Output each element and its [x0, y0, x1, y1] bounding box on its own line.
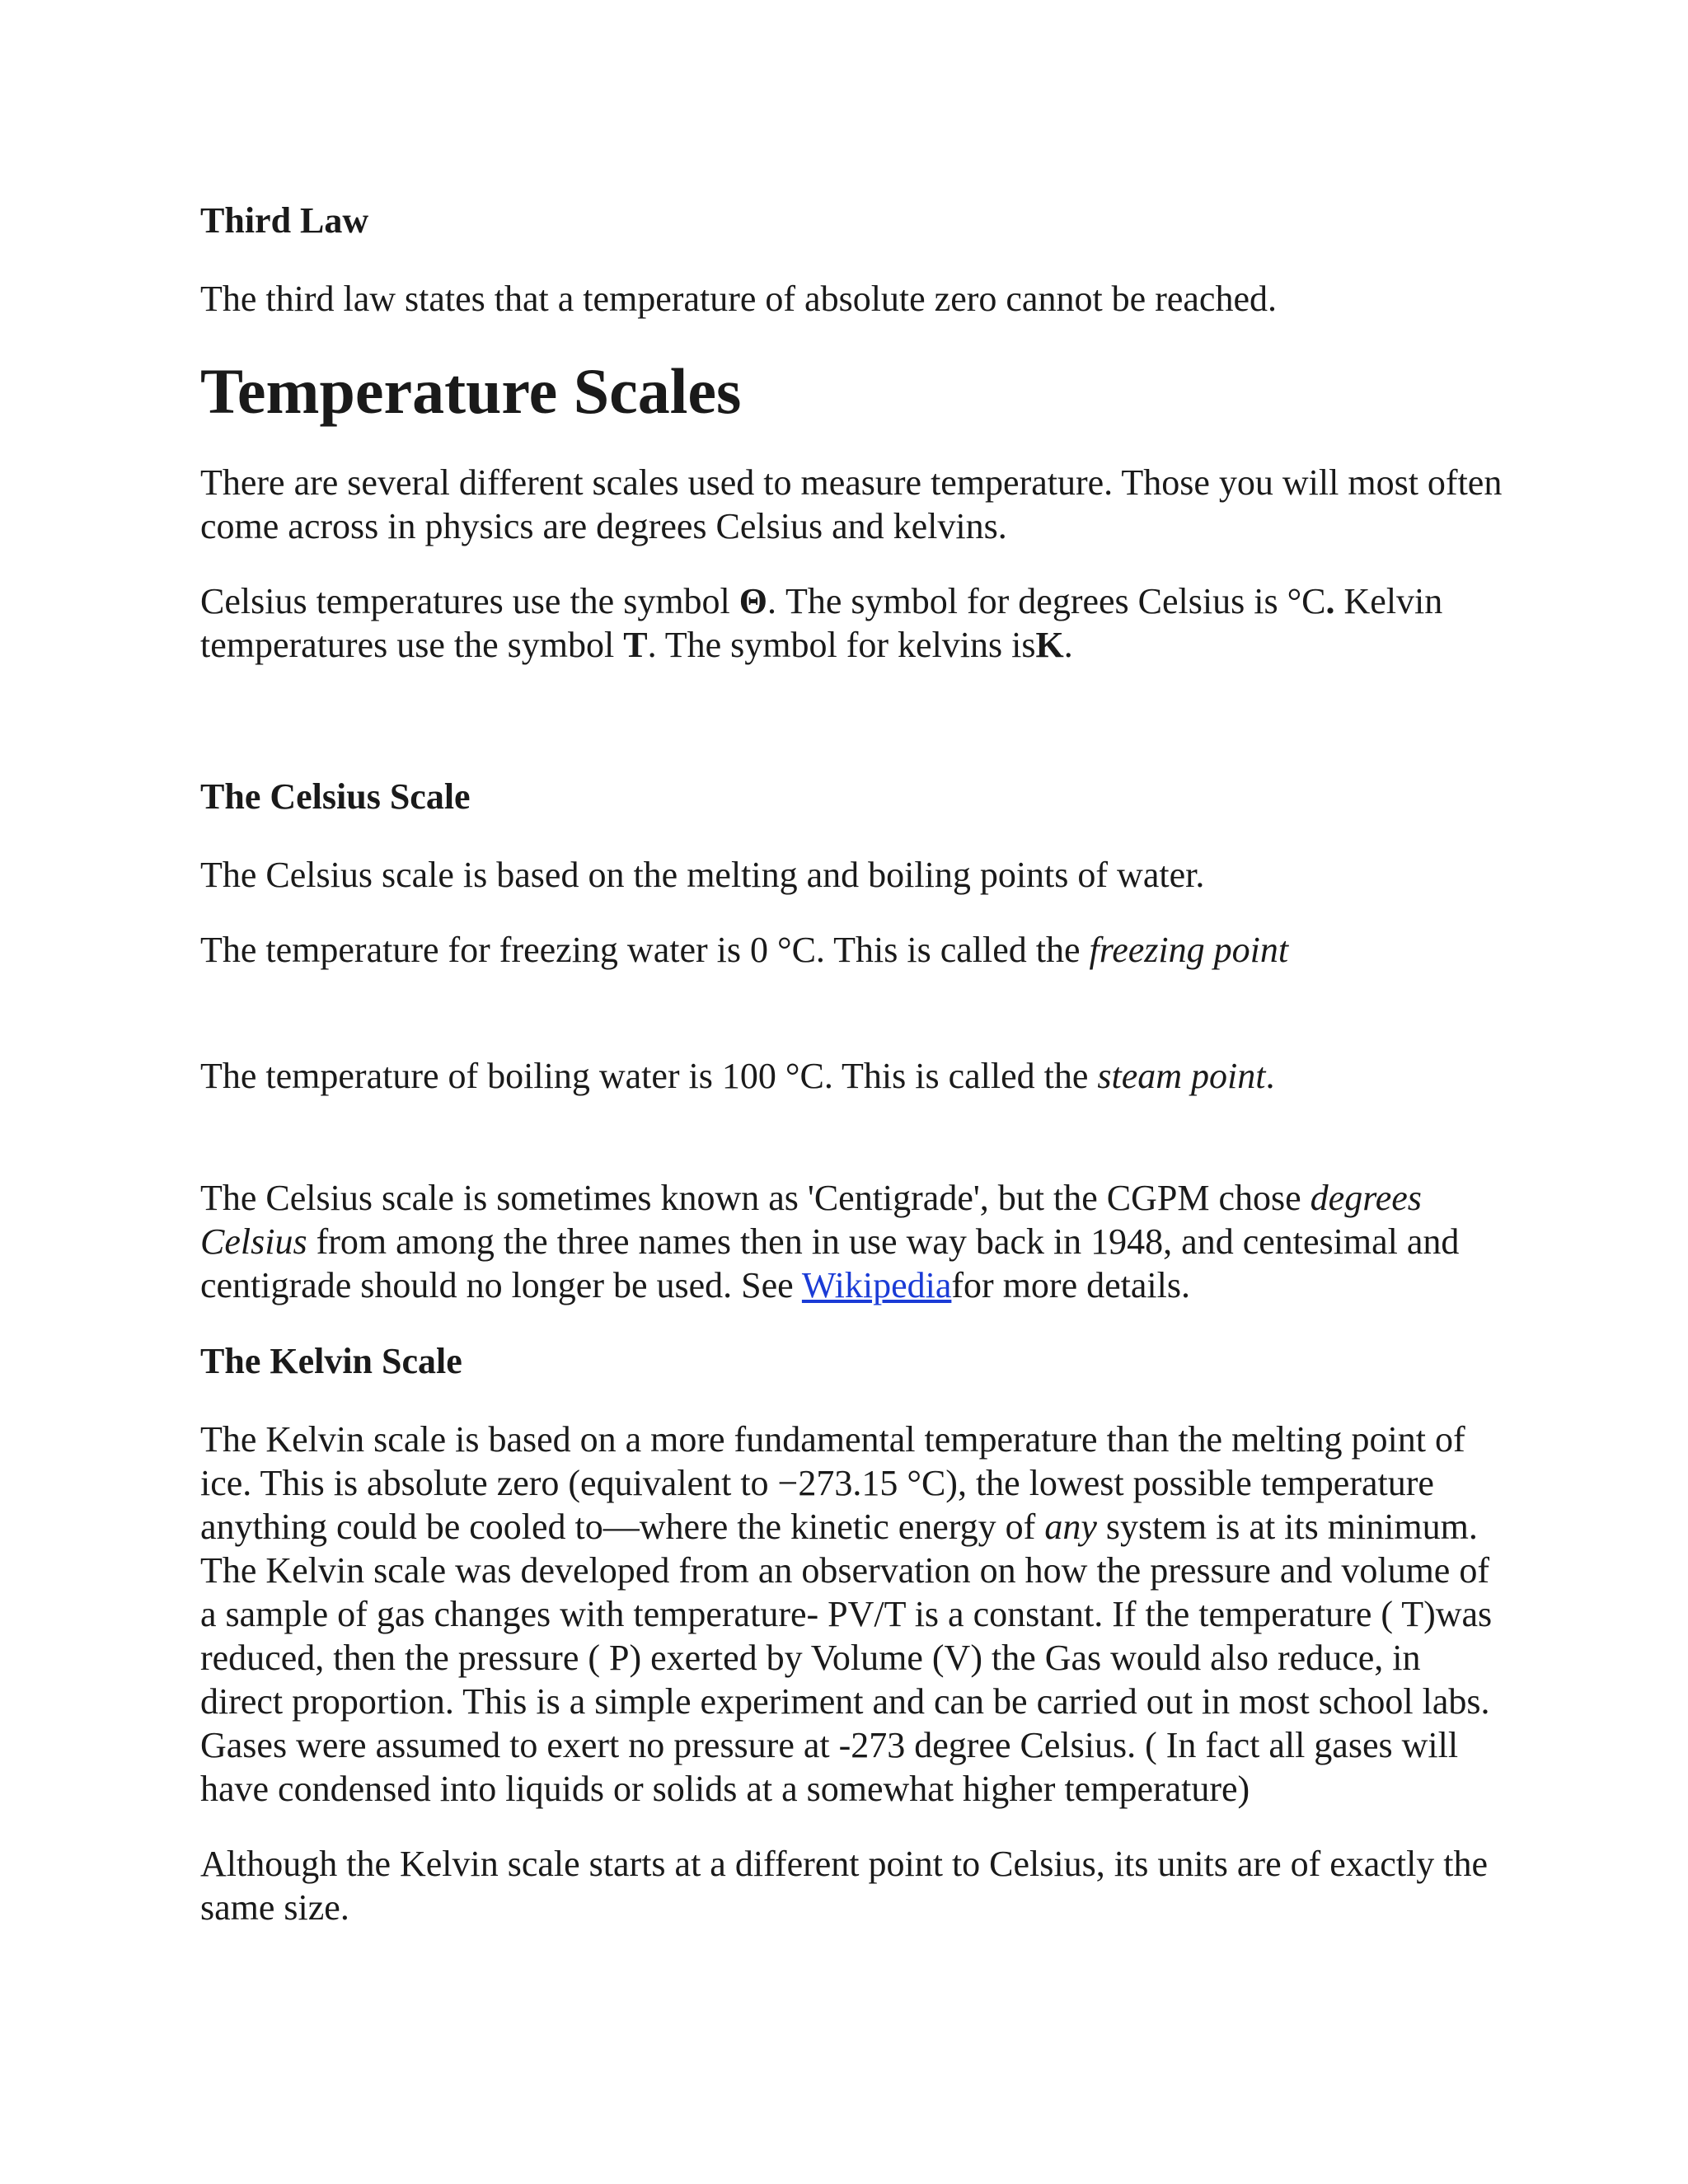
- temperature-scales-heading: Temperature Scales: [200, 355, 742, 427]
- kelvin-text-1: The Kelvin scale is based on a more fundamental temperature than the melting point of ice. This is absolute zero (equivalent to −273.15 °C), the lowest possible temperature anything could be cooled to—where the kinetic energy of: [200, 1419, 1465, 1547]
- document-content: [200, 198, 1503, 1961]
- symbols-text-3: Kelvin temperatures use the symbol: [200, 581, 1443, 665]
- centigrade-text-3: for more details.: [951, 1265, 1190, 1305]
- freezing-point-paragraph: [200, 928, 1503, 972]
- boiling-text-end: .: [1265, 1056, 1275, 1096]
- centigrade-text-2: from among the three names then in use way back in 1948, and centesimal and centigrade should no longer be used. See: [200, 1221, 1460, 1305]
- celsius-scale-heading: The Celsius Scale: [200, 776, 471, 817]
- kelvin-text-2: system is at its minimum. The Kelvin scale was developed from an observation on how the pressure and volume of a sample of gas changes with temperature- PV/T is a constant. If the temperature ( T)was reduced, then the pressure ( P) exerted by Volume (V) the Gas would also reduce, in direct proportion. This is a simple experiment and can be carried out in most school labs. Gases were assumed to exert no pressure at -273 degree Celsius. ( In fact all gases will have condensed into liquids or solids at a somewhat higher temperature): [200, 1507, 1493, 1809]
- t-symbol: T: [623, 625, 648, 665]
- steam-point-term: steam point: [1097, 1056, 1266, 1096]
- symbols-text-2: . The symbol for degrees Celsius is °C: [767, 581, 1326, 621]
- degrees-celsius-term: degrees Celsius: [200, 1178, 1422, 1262]
- symbols-text-5: .: [1063, 625, 1073, 665]
- any-emphasis: any: [1044, 1507, 1097, 1547]
- kelvin-paragraph: [200, 1418, 1503, 1811]
- temperature-symbols-paragraph: [200, 579, 1503, 667]
- third-law-text: The third law states that a temperature of absolute zero cannot be reached.: [200, 279, 1277, 319]
- k-symbol: K: [1035, 625, 1064, 665]
- centigrade-text-1: The Celsius scale is sometimes known as 'Centigrade', but the CGPM chose: [200, 1178, 1311, 1218]
- kelvin-closing-paragraph: Although the Kelvin scale starts at a different point to Celsius, its units are of exactly the same size.: [200, 1844, 1489, 1928]
- kelvin-scale-heading: The Kelvin Scale: [200, 1341, 462, 1381]
- symbols-text-1: Celsius temperatures use the symbol: [200, 581, 739, 621]
- wikipedia-link[interactable]: Wikipedia: [801, 1265, 952, 1305]
- theta-symbol: Θ: [738, 581, 768, 621]
- centigrade-paragraph: [200, 1176, 1503, 1307]
- temperature-scales-intro: There are several different scales used to measure temperature. Those you will most often come across in physics are degrees Celsius and kelvins.: [200, 462, 1503, 546]
- freezing-point-term: freezing point: [1089, 930, 1289, 970]
- celsius-basis-text: The Celsius scale is based on the melting and boiling points of water.: [200, 855, 1205, 895]
- boiling-text: The temperature of boiling water is 100 °C. This is called the: [200, 1056, 1098, 1096]
- third-law-heading: Third Law: [200, 200, 369, 241]
- freezing-text: The temperature for freezing water is 0 °C. This is called the: [200, 930, 1090, 970]
- steam-point-paragraph: [200, 1054, 1503, 1098]
- symbols-bold-dot: .: [1325, 581, 1335, 621]
- symbols-text-4: . The symbol for kelvins is: [647, 625, 1036, 665]
